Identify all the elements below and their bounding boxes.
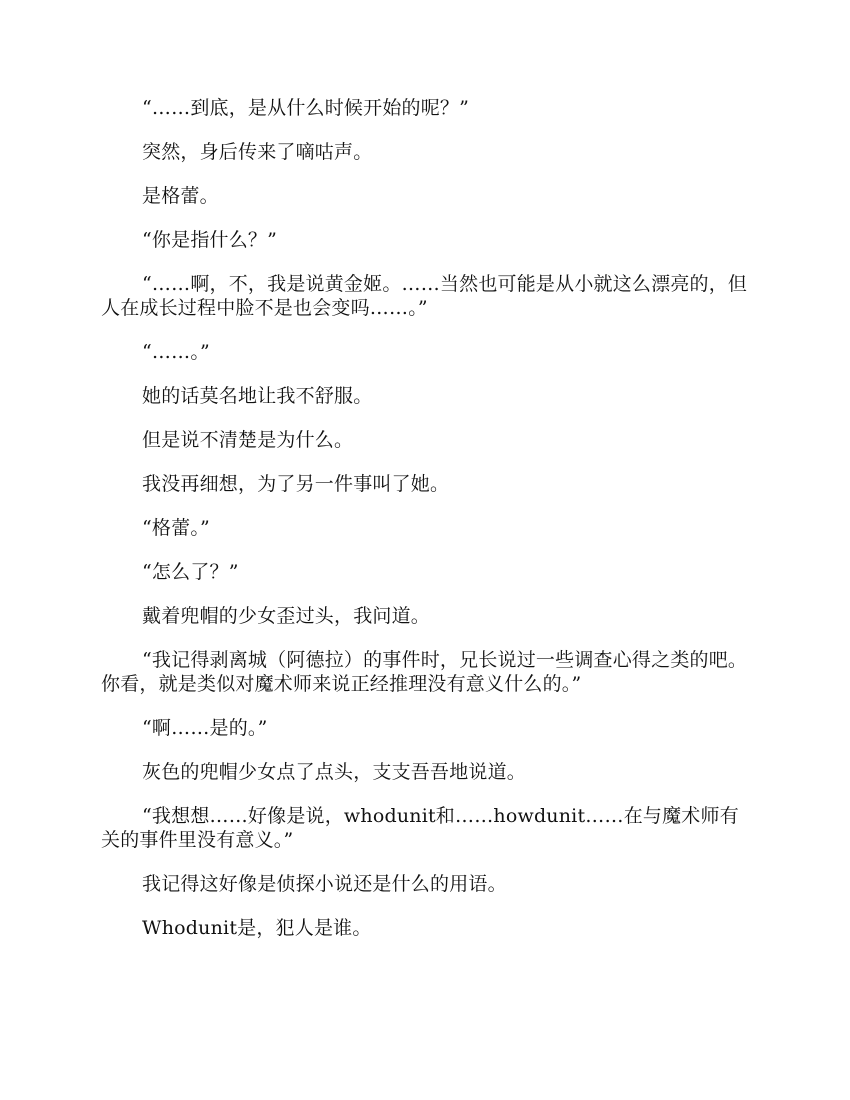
- paragraph-11: “怎么了？”: [142, 561, 239, 583]
- paragraph-1: “……到底，是从什么时候开始的呢？”: [142, 97, 470, 119]
- paragraph-5: “……啊，不，我是说黄金姬。……当然也可能是从小就这么漂亮的，但人在成长过程中脸不是也会变吗……。”: [101, 273, 748, 319]
- paragraph-8: 但是说不清楚是为什么。: [142, 429, 354, 451]
- paragraph-18: Whodunit是，犯人是谁。: [142, 917, 372, 939]
- paragraph-12: 戴着兜帽的少女歪过头，我问道。: [142, 605, 431, 627]
- paragraph-2: 突然，身后传来了嘀咕声。: [142, 141, 373, 163]
- paragraph-9: 我没再细想，为了另一件事叫了她。: [142, 473, 450, 495]
- paragraph-13: “我记得剥离城（阿德拉）的事件时，兄长说过一些调查心得之类的吧。你看，就是类似对魔术师来说正经推理没有意义什么的。”: [101, 649, 748, 695]
- paragraph-3: 是格蕾。: [142, 185, 219, 207]
- paragraph-17: 我记得这好像是侦探小说还是什么的用语。: [142, 873, 507, 895]
- paragraph-4: “你是指什么？”: [142, 229, 278, 251]
- paragraph-6: “……。”: [142, 341, 210, 363]
- paragraph-10: “格蕾。”: [142, 517, 210, 539]
- paragraph-15: 灰色的兜帽少女点了点头，支支吾吾地说道。: [142, 761, 527, 783]
- paragraph-7: 她的话莫名地让我不舒服。: [142, 385, 373, 407]
- document-page: [101, 96, 751, 960]
- paragraph-14: “啊……是的。”: [142, 717, 268, 739]
- paragraph-16: “我想想……好像是说，whodunit和……howdunit……在与魔术师有关的事件里没有意义。”: [101, 805, 739, 851]
